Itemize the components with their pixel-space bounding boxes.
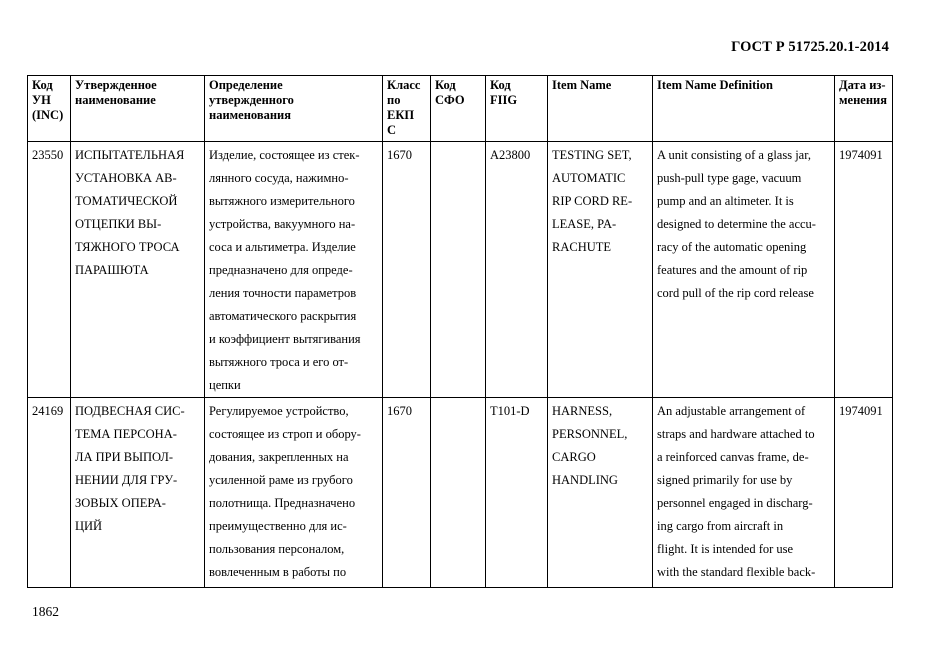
- cell-change-date: 1974091: [835, 142, 893, 398]
- column-header-change-date: Дата из- менения: [835, 76, 893, 142]
- table-row: [28, 398, 893, 588]
- column-header-fiig-code: Код FIIG: [486, 76, 548, 142]
- column-header-class: Класс по ЕКП С: [383, 76, 431, 142]
- cell-item-name: HARNESS, PERSONNEL, CARGO HANDLING: [548, 398, 653, 588]
- table-header-row: [28, 76, 893, 142]
- cell-item-name-definition: An adjustable arrangement of straps and hardware attached to a reinforced canvas frame, de- signed primarily for use by personnel engaged in discharg- ing cargo from aircraft in flight. It is intended for use with the standard flexible back-: [653, 398, 835, 588]
- column-header-item-name: Item Name: [548, 76, 653, 142]
- column-header-item-name-definition: Item Name Definition: [653, 76, 835, 142]
- cell-item-name-definition: A unit consisting of a glass jar, push-pull type gage, vacuum pump and an altimeter. It is designed to determine the accu- racy of the automatic opening features and the amount of rip cord pull of the rip cord release: [653, 142, 835, 398]
- column-header-definition: Определение утвержденного наименования: [205, 76, 383, 142]
- cell-definition: Регулируемое устройство, состоящее из строп и обору- дования, закрепленных на усиленной раме из грубого полотнища. Предназначено преимущественно для ис- пользования персоналом, вовлеченным в работы по: [205, 398, 383, 588]
- cell-definition: Изделие, состоящее из стек- лянного сосуда, нажимно- вытяжного измерительного устройства, вакуумного на- соса и альтиметра. Изделие предназначено для опреде- ления точности параметров автоматического раскрытия и коэффициент вытягивания вытяжного троса и его от- цепки: [205, 142, 383, 398]
- cell-sfo-code: [431, 398, 486, 588]
- cell-change-date: 1974091: [835, 398, 893, 588]
- cell-fiig-code: A23800: [486, 142, 548, 398]
- cell-approved-name: ИСПЫТАТЕЛЬНАЯ УСТАНОВКА АВ- ТОМАТИЧЕСКОЙ ОТЦЕПКИ ВЫ- ТЯЖНОГО ТРОСА ПАРАШЮТА: [71, 142, 205, 398]
- column-header-inc: Код УН (INC): [28, 76, 71, 142]
- cell-class: 1670: [383, 398, 431, 588]
- document-header: ГОСТ Р 51725.20.1-2014: [731, 39, 889, 55]
- cell-inc: 24169: [28, 398, 71, 588]
- cell-fiig-code: T101-D: [486, 398, 548, 588]
- cell-class: 1670: [383, 142, 431, 398]
- cell-item-name: TESTING SET, AUTOMATIC RIP CORD RE- LEASE, PA- RACHUTE: [548, 142, 653, 398]
- cell-inc: 23550: [28, 142, 71, 398]
- column-header-approved-name: Утвержденное наименование: [71, 76, 205, 142]
- cell-approved-name: ПОДВЕСНАЯ СИС- ТЕМА ПЕРСОНА- ЛА ПРИ ВЫПОЛ- НЕНИИ ДЛЯ ГРУ- ЗОВЫХ ОПЕРА- ЦИЙ: [71, 398, 205, 588]
- table-row: [28, 142, 893, 398]
- page-number: 1862: [32, 604, 59, 619]
- catalog-table: [27, 75, 893, 588]
- column-header-sfo-code: Код СФО: [431, 76, 486, 142]
- cell-sfo-code: [431, 142, 486, 398]
